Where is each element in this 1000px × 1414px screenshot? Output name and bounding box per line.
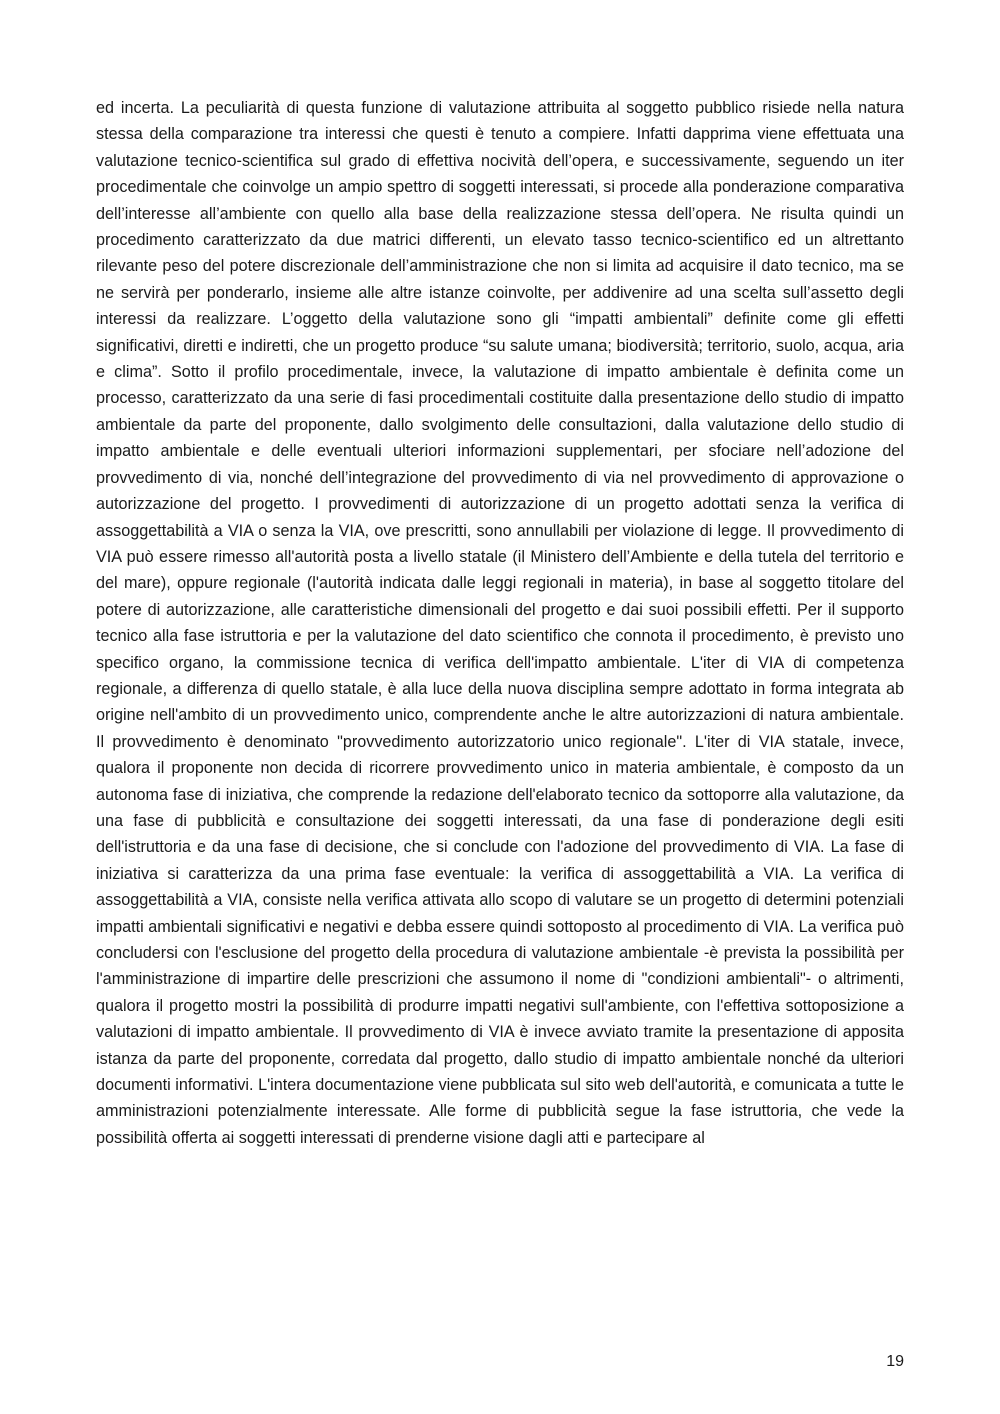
body-paragraph: ed incerta. La peculiarità di questa funzione di valutazione attribuita al soggetto pubblico risiede nella natura stessa della comparazione tra interessi che questi è tenuto a compiere. Infatti dapprima viene effettuata una valutazione tecnico-scientifica sul grado di effettiva nocività dell’opera, e successivamente, seguendo un iter procedimentale che coinvolge un ampio spettro di soggetti interessati, si procede alla ponderazione comparativa dell’interesse all’ambiente con quello alla base della realizzazione stessa dell’opera. Ne risulta quindi un procedimento caratterizzato da due matrici differenti, un elevato tasso tecnico-scientifico ed un altrettanto rilevante peso del potere discrezionale dell’amministrazione che non si limita ad acquisire il dato tecnico, ma se ne servirà per ponderarlo, insieme alle altre istanze coinvolte, per addivenire ad una scelta sull’assetto degli interessi da realizzare. L’oggetto della valutazione sono gli “impatti ambientali” definite come gli effetti significativi, diretti e indiretti, che un progetto produce “su salute umana; biodiversità; territorio, suolo, acqua, aria e clima”. Sotto il profilo procedimentale, invece, la valutazione di impatto ambientale è definita come un processo, caratterizzato da una serie di fasi procedimentali costituite dalla presentazione dello studio di impatto ambientale da parte del proponente, dallo svolgimento delle consultazioni, dalla valutazione dello studio di impatto ambientale e delle eventuali ulteriori informazioni supplementari, per sfociare nell’adozione del provvedimento di via, nonché dell’integrazione del provvedimento di via nel provvedimento di approvazione o autorizzazione del progetto. I provvedimenti di autorizzazione di un progetto adottati senza la verifica di assoggettabilità a VIA o senza la VIA, ove prescritti, sono annullabili per violazione di legge. Il provvedimento di VIA può essere rimesso all'autorità posta a livello statale (il Ministero dell’Ambiente e della tutela del territorio e del mare), oppure regionale (l'autorità indicata dalle leggi regionali in materia), in base al soggetto titolare del potere di autorizzazione, alle caratteristiche dimensionali del progetto e dai suoi possibili effetti. Per il supporto tecnico alla fase istruttoria e per la valutazione del dato scientifico che connota il procedimento, è previsto uno specifico organo, la commissione tecnica di verifica dell'impatto ambientale. L'iter di VIA di competenza regionale, a differenza di quello statale, è alla luce della nuova disciplina sempre adottato in forma integrata ab origine nell'ambito di un provvedimento unico, comprendente anche le altre autorizzazioni di natura ambientale. Il provvedimento è denominato "provvedimento autorizzatorio unico regionale". L'iter di VIA statale, invece, qualora il proponente non decida di ricorrere provvedimento unico in materia ambientale, è composto da un autonoma fase di iniziativa, che comprende la redazione dell'elaborato tecnico da sottoporre alla valutazione, da una fase di pubblicità e consultazione dei soggetti interessati, da una fase di ponderazione degli esiti dell'istruttoria e da una fase di decisione, che si conclude con l'adozione del provvedimento di VIA. La fase di iniziativa si caratterizza da una prima fase eventuale: la verifica di assoggettabilità a VIA. La verifica di assoggettabilità a VIA, consiste nella verifica attivata allo scopo di valutare se un progetto di determini potenziali impatti ambientali significativi e negativi e debba essere quindi sottoposto al procedimento di VIA. La verifica può concludersi con l'esclusione del progetto della procedura di valutazione ambientale -è prevista la possibilità per l'amministrazione di impartire delle prescrizioni che assumono il nome di "condizioni ambientali"- o altrimenti, qualora il progetto mostri la possibilità di produrre impatti negativi sull'ambiente, con l'effettiva sottoposizione a valutazioni di impatto ambientale. Il provvedimento di VIA è invece avviato tramite la presentazione di apposita istanza da parte del proponente, corredata dal progetto, dallo studio di impatto ambientale nonché da ulteriori documenti informativi. L'intera documentazione viene pubblicata sul sito web dell'autorità, e comunicata a tutte le amministrazioni potenzialmente interessate. Alle forme di pubblicità segue la fase istruttoria, che vede la possibilità offerta ai soggetti interessati di prenderne visione dagli atti e partecipare al <box>96 99 904 1147</box>
page-number: 19 <box>886 1353 904 1370</box>
